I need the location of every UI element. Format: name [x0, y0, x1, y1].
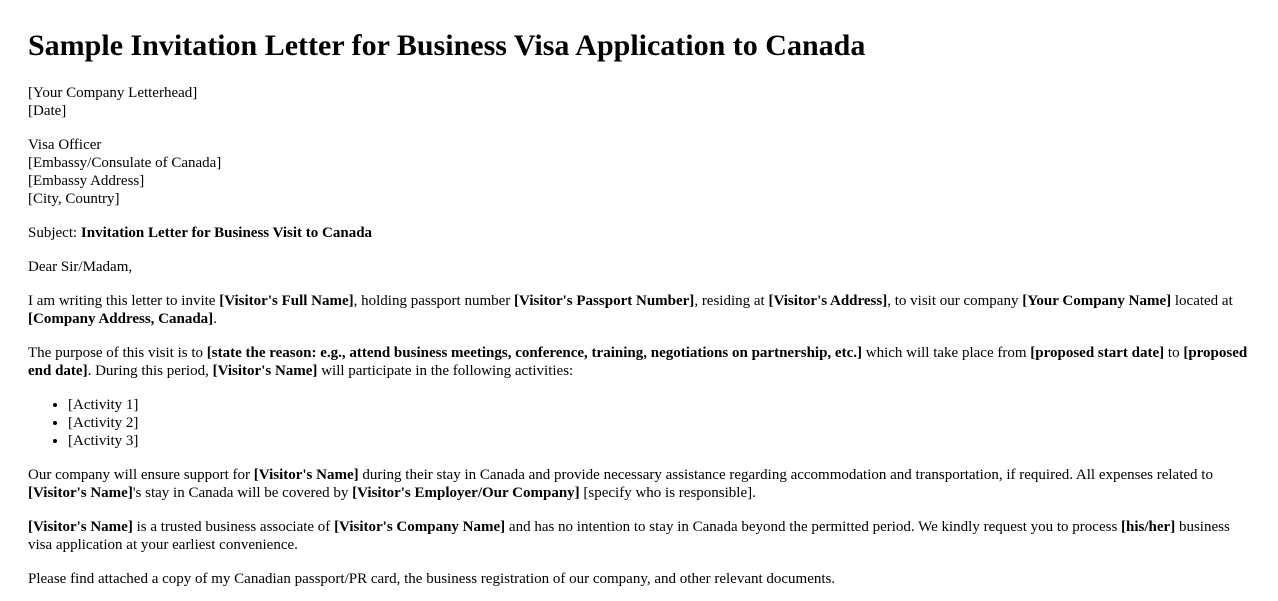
text-run: business visa application at your earliest convenience.: [28, 519, 1230, 553]
text-run: 's stay in Canada will be covered by: [132, 485, 353, 501]
paragraph-request: [28, 518, 1250, 554]
visitor-name-placeholder: [Visitor's Name]: [28, 519, 133, 535]
visitor-company-placeholder: [Visitor's Company Name]: [334, 519, 506, 535]
activities-list: [28, 396, 1250, 450]
text-run: will participate in the following activities:: [317, 363, 574, 379]
visitor-name-placeholder: [Visitor's Name]: [28, 485, 133, 501]
start-date-placeholder: [proposed start date]: [1030, 345, 1165, 361]
sender-block: [28, 84, 1250, 120]
company-address-placeholder: [Company Address, Canada]: [28, 311, 214, 327]
pronoun-placeholder: [his/her]: [1121, 519, 1176, 535]
letterhead-placeholder: [Your Company Letterhead]: [28, 85, 198, 101]
paragraph-invitation: [28, 292, 1250, 328]
subject-label: Subject:: [28, 225, 81, 241]
text-run: [specify who is responsible].: [579, 485, 756, 501]
paragraph-support: [28, 466, 1250, 502]
paragraph-attachments: Please find attached a copy of my Canadian passport/PR card, the business registration of our company, and other relevant documents.: [28, 571, 836, 587]
list-item: • [Activity 2]: [68, 414, 1250, 432]
end-date-placeholder: [proposed end date]: [28, 345, 1248, 379]
list-item: • [Activity 1]: [68, 396, 1250, 414]
recipient-block: [28, 136, 1250, 208]
recipient-embassy: [Embassy/Consulate of Canada]: [28, 155, 222, 171]
company-name-placeholder: [Your Company Name]: [1022, 293, 1172, 309]
text-run: located at: [1171, 293, 1233, 309]
text-run: I am writing this letter to invite: [28, 293, 220, 309]
date-placeholder: [Date]: [28, 103, 67, 119]
visit-reason-placeholder: [state the reason: e.g., attend business meetings, conference, training, negotiations on partnership, etc.]: [206, 345, 862, 361]
visitor-name-placeholder: [Visitor's Name]: [212, 363, 318, 379]
subject-text: Invitation Letter for Business Visit to Canada: [80, 225, 373, 241]
text-run: and has no intention to stay in Canada beyond the permitted period. We kindly request you to process: [505, 519, 1122, 535]
paragraph-purpose: [28, 344, 1250, 380]
text-run: .: [213, 311, 217, 327]
text-run: to: [1164, 345, 1184, 361]
text-run: during their stay in Canada and provide necessary assistance regarding accommodation and transportation, if required. All expenses related to: [358, 467, 1213, 483]
visitor-name-placeholder: [Visitor's Name]: [253, 467, 359, 483]
text-run: . During this period,: [87, 363, 213, 379]
subject-line: [28, 224, 1250, 242]
text-run: is a trusted business associate of: [132, 519, 335, 535]
list-item: • [Activity 3]: [68, 432, 1250, 450]
page-title: Sample Invitation Letter for Business Visa Application to Canada: [28, 29, 866, 62]
recipient-title: Visa Officer: [28, 137, 102, 153]
employer-placeholder: [Visitor's Employer/Our Company]: [352, 485, 580, 501]
text-run: which will take place from: [861, 345, 1031, 361]
visitor-address-placeholder: [Visitor's Address]: [768, 293, 888, 309]
text-run: , holding passport number: [353, 293, 515, 309]
visitor-full-name-placeholder: [Visitor's Full Name]: [219, 293, 354, 309]
text-run: Our company will ensure support for: [28, 467, 254, 483]
passport-number-placeholder: [Visitor's Passport Number]: [514, 293, 695, 309]
text-run: , to visit our company: [887, 293, 1023, 309]
text-run: The purpose of this visit is to: [28, 345, 207, 361]
recipient-address: [Embassy Address]: [28, 173, 145, 189]
text-run: , residing at: [694, 293, 769, 309]
salutation: Dear Sir/Madam,: [28, 259, 133, 275]
recipient-city: [City, Country]: [28, 191, 120, 207]
